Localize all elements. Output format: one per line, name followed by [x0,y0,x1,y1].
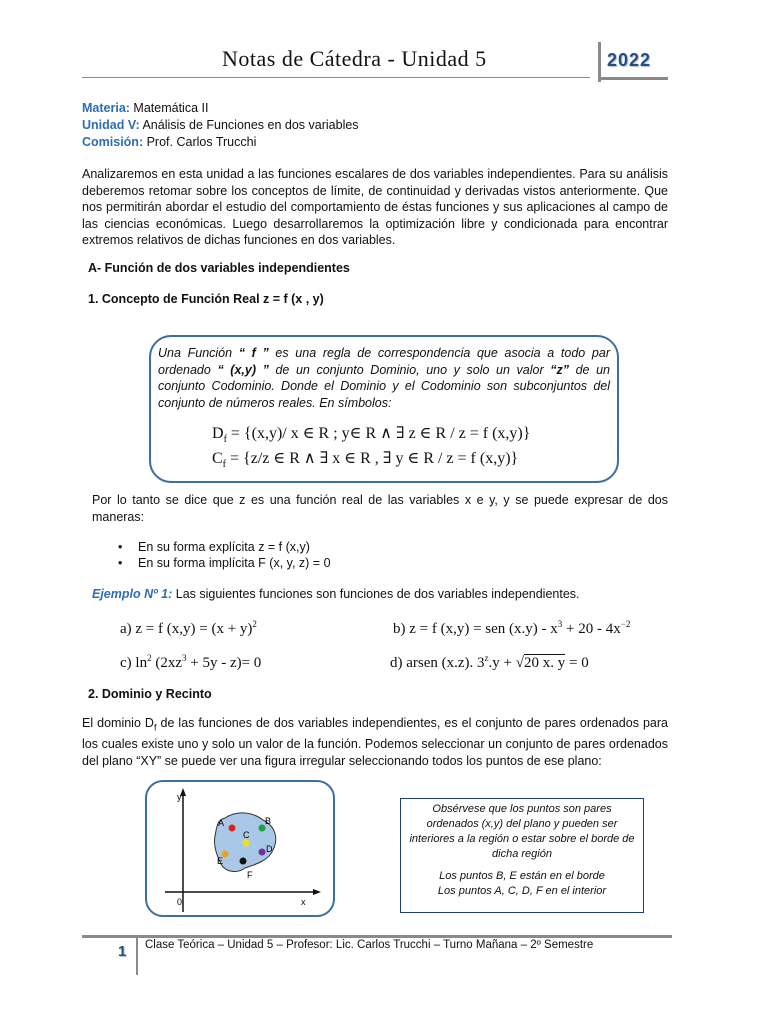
footer-divider [82,935,672,938]
point-f-label: F [247,870,253,880]
definition-part: de un conjunto Dominio, uno y solo un valor [268,362,551,377]
materia-value: Matemática II [133,101,209,115]
footer-text: Clase Teórica – Unidad 5 – Profesor: Lic. Carlos Trucchi – Turno Mañana – 2º Semestre [145,939,594,951]
form-implicit: En su forma implícita F (x, y, z) = 0 [138,556,331,570]
comision-label: Comisión: [82,135,144,149]
example-text: Las siguientes funciones son funciones de dos variables independientes. [172,587,580,601]
section-1-heading: 1. Concepto de Función Real z = f (x , y) [88,292,324,306]
codomain-symbol: C [212,450,223,467]
note-line-3: Los puntos A, C, D, F en el interior [437,885,607,897]
form-explicit: En su forma explícita z = f (x,y) [138,540,310,554]
point-d-label: D [266,844,273,854]
definition-part: de un conjunto Codominio. Donde el Dominio y el Codominio son subconjuntos del conjunto de números reales. En símbolos: [158,362,611,410]
sqrt-symbol: √ [515,655,524,671]
x-axis-label: x [301,897,306,907]
example-line [92,587,580,601]
equation-a [120,619,257,638]
equation-c [120,653,261,672]
meta-comision [82,134,256,151]
eq-c-part: + 5y - z)= 0 [186,655,262,671]
point-c-label: C [243,830,250,840]
bullet-dot: • [118,540,123,554]
definition-text [158,345,610,411]
header-divider [82,77,590,78]
footer-vertical-bar [136,935,138,975]
domain-subscript: f [223,434,227,446]
materia-label: Materia: [82,101,130,115]
page-title: Notas de Cátedra - Unidad 5 [222,46,487,71]
example-label: Ejemplo Nº 1: [92,587,173,601]
unidad-label: Unidad V: [82,118,140,132]
definition-part: Una Función [158,346,239,360]
section-2-heading: 2. Dominio y Recinto [88,687,212,701]
comision-value: Prof. Carlos Trucchi [146,135,257,149]
eq-d-exp: z [484,653,489,663]
meta-unidad [82,117,359,134]
eq-b-part: + 20 - 4x [562,621,621,637]
note-box [400,798,644,913]
eq-b-exp: 3 [557,619,563,629]
note-line-1: Obsérvese que los puntos son pares ordenados (x,y) del plano y pueden ser interiores a la región o estar sobre el borde de dicha región [409,803,635,860]
eq-a-exp: 2 [252,619,257,629]
domain-text-sub: f [153,722,157,733]
sqrt-argument: 20 x. y [524,655,566,671]
point-a [229,825,236,832]
eq-a-main: a) z = f (x,y) = (x + y) [120,621,253,637]
z-symbol: “z” [550,362,569,377]
eq-c-exp: 3 [181,653,187,663]
point-d [259,849,266,856]
point-c [243,840,250,847]
domain-expression: = {(x,y)/ x ∈ R ; y∈ R ∧ ∃ z ∈ R / z = f (x,y)} [226,425,531,442]
codomain-expression: = {z/z ∈ R ∧ ∃ x ∈ R , ∃ y ∈ R / z = f (x,y)} [226,450,519,467]
domain-text-part: El dominio D [82,716,154,730]
codomain-subscript: f [222,459,227,471]
eq-d-part: .y + [488,655,516,671]
definition-part: es una regla de correspondencia que asocia a todo par ordenado [158,346,610,377]
domain-symbol: D [212,425,224,442]
note-spacer [407,862,637,869]
point-b-label: B [265,816,272,826]
eq-c-exp: 2 [147,653,152,663]
origin-label: 0 [177,897,183,907]
xy-symbol: “ (x,y) ” [217,362,269,377]
equation-d [390,653,589,672]
unidad-value: Análisis de Funciones en dos variables [142,118,359,132]
domain-text-part: de las funciones de dos variables independientes, es el conjunto de pares ordenados para los cuales existe uno y solo un valor de la función. Podemos seleccionar un conjunto de pares ordenados del plano “XY” se puede ver una figura irregular seleccionando todos los puntos de ese plano: [82,716,668,768]
point-e-label: E [217,856,224,866]
domain-formula [212,423,530,445]
section-a-heading: A- Función de dos variables independientes [88,261,350,275]
header-year: 2022 [607,50,652,70]
eq-c-part: (2xz [151,655,182,671]
eq-d-part: = 0 [565,655,589,671]
page-number: 1 [118,943,127,960]
eq-d-part: d) arsen (x.z). 3 [390,655,485,671]
meta-materia [82,100,208,117]
point-a-label: A [218,818,225,828]
equation-b [393,619,630,638]
intro-paragraph: Analizaremos en esta unidad a las funciones escalares de dos variables independientes. Para su análisis deberemos retomar sobre los conceptos de límite, de continuidad y derivadas vistos anteriormente. Que nos permitirán abordar el estudio del comportamiento de éstas funciones y sus aplicaciones al campo de las ciencias económicas. Luego desarrollaremos la optimización libre y condicionada para encontrar extremos relativos de dichas funciones en dos variables. [82,167,668,247]
note-line-2: Los puntos B, E están en el borde [439,870,605,882]
x-axis-arrow [313,889,321,895]
header-year-underline [598,77,668,80]
region-figure [145,780,335,917]
f-symbol: “ f ” [238,346,269,360]
bullet-dot: • [118,556,123,570]
forms-intro: Por lo tanto se dice que z es una función real de las variables x e y, y se puede expresar de dos maneras: [92,493,668,524]
y-axis-label: y [177,792,182,802]
codomain-formula [212,448,518,470]
eq-c-part: c) ln [120,655,148,671]
eq-b-part: b) z = f (x,y) = sen (x.y) - x [393,621,558,637]
domain-paragraph [82,715,668,769]
header-vertical-bar [598,42,601,82]
point-f [240,858,247,865]
eq-b-exp: −2 [620,619,631,629]
